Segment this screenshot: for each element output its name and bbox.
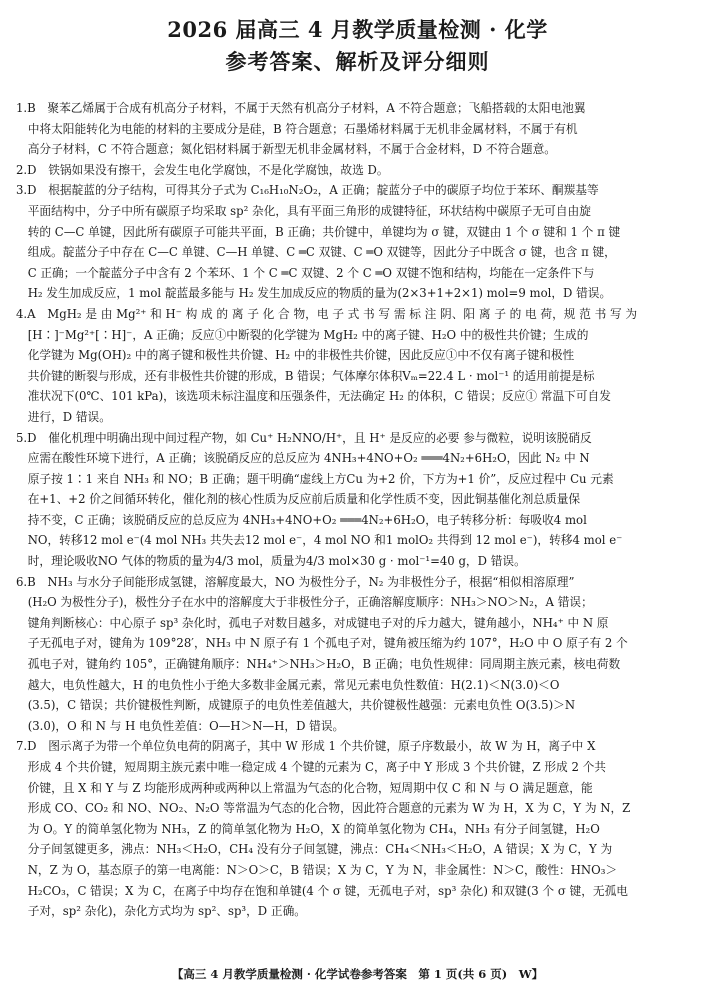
text-line: 5.D 催化机理中明确出现中间过程产物，如 Cu⁺ H₂NNO/H⁺，且 H⁺ 是反应的必要 参与微粒，说明该脱硝反 bbox=[16, 430, 592, 445]
text-line: 越大，电负性越大，H 的电负性小于绝大多数非金属元素，常见元素电负性数值：H(2.1)＜N(3.0)＜O bbox=[16, 677, 560, 692]
text-line: H₂CO₃，C 错误；X 为 C，在离子中均存在饱和单键(4 个 σ 键，无孤电子对，sp³ 杂化) 和双键(3 个 σ 键，无孤电 bbox=[16, 883, 628, 898]
page-footer: 【高三 4 月教学质量检测 · 化学试卷参考答案 第 1 页(共 6 页) W】 bbox=[171, 967, 544, 981]
text-line: 形成 CO、CO₂ 和 NO、NO₂、N₂O 等常温为气态的化合物，因此符合题意的元素为 W 为 H，X 为 C，Y 为 N，Z bbox=[16, 801, 631, 816]
text-line: 转的 C—C 单键，因此所有碳原子可能共平面，B 正确；共价键中，单键均为 σ 键，双键由 1 个 σ 键和 1 个 π 键 bbox=[16, 224, 621, 239]
text-line: 6.B NH₃ 与水分子间能形成氢键，溶解度最大，NO 为极性分子，N₂ 为非极性分子，根据“相似相溶原理” bbox=[16, 574, 575, 589]
text-line: (H₂O 为极性分子)，极性分子在水中的溶解度大于非极性分子，正确溶解度顺序：NH₃＞NO＞N₂，A 错误； bbox=[16, 595, 593, 610]
text-line: 共价键的断裂与形成，还有非极性共价键的形成，B 错误；气体摩尔体积Vₘ=22.4 L · mol⁻¹ 的适用前提是标 bbox=[16, 368, 595, 383]
text-line: 平面结构中，分子中所有碳原子均采取 sp² 杂化，具有平面三角形的成键特征，环状结构中碳原子无可自由旋 bbox=[16, 203, 591, 218]
text-line: 高分子材料，C 不符合题意；氮化铝材料属于新型无机非金属材料，不属于合金材料，D 不符合题意。 bbox=[16, 142, 556, 157]
exam-title: 2026 届高三 4 月教学质量检测 · 化学 bbox=[167, 17, 548, 42]
text-line: (3.5)，C 错误；共价键极性判断，成键原子的电负性差值越大，共价键极性越强：元素电负性 O(3.5)＞N bbox=[16, 698, 576, 713]
text-line: 在+1、+2 价之间循环转化，催化剂的核心性质为反应前后质量和化学性质不变，因此铜基催化剂总质量保 bbox=[16, 492, 581, 507]
text-line: 准状况下(0℃、101 kPa)，该选项未标注温度和压强条件，无法确定 H₂ 的体积，C 错误；反应① 常温下可自发 bbox=[16, 389, 611, 404]
text-line: H₂ 发生加成反应，1 mol 靛蓝最多能与 H₂ 发生加成反应的物质的量为(2×3+1+2×1) mol=9 mol，D 错误。 bbox=[16, 286, 612, 301]
text-line: N，Z 为 O，基态原子的第一电离能：N＞O＞C，B 错误；X 为 C，Y 为 N，非金属性：N＞C，酸性：HNO₃＞ bbox=[16, 862, 618, 877]
text-line: 4.A MgH₂ 是 由 Mg²⁺ 和 H⁻ 构 成 的 离 子 化 合 物，电 子 式 书 写 需 标 注 阴、阳 离 子 的 电 荷，规 范 书 写 为 bbox=[16, 306, 638, 321]
text-line: 子无孤电子对，键角为 109°28′，NH₃ 中 N 原子有 1 个孤电子对，键角被压缩为约 107°，H₂O 中 O 原子有 2 个 bbox=[16, 636, 628, 651]
answer-body bbox=[16, 98, 698, 922]
text-line: 2.D 铁锅如果没有擦干，会发生电化学腐蚀，不是化学腐蚀，故选 D。 bbox=[16, 162, 389, 177]
text-line: 分子间氢键更多，沸点：NH₃＜H₂O，CH₄ 没有分子间氢键，沸点：CH₄＜NH₃＜H₂O，A 错误；X 为 C，Y 为 bbox=[16, 842, 613, 857]
text-line: 组成。靛蓝分子中存在 C—C 单键、C—H 单键、C ═C 双键、C ═O 双键等，因此分子中既含 σ 键，也含 π 键， bbox=[16, 245, 616, 260]
text-line: (3.0)，O 和 N 与 H 电负性差值：O—H＞N—H，D 错误。 bbox=[16, 718, 345, 733]
text-line: NO，转移12 mol e⁻(4 mol NH₃ 共失去12 mol e⁻，4 mol NO 和1 molO₂ 共得到 12 mol e⁻)，转移4 mol e⁻ bbox=[16, 533, 623, 548]
text-line: 持不变，C 正确；该脱硝反应的总反应为 4NH₃+4NO+O₂ ═══4N₂+6H₂O，电子转移分析：每吸收4 mol bbox=[16, 512, 587, 527]
text-line: [H∶]⁻Mg²⁺[∶H]⁻，A 正确；反应①中断裂的化学键为 MgH₂ 中的离子键、H₂O 中的极性共价键；生成的 bbox=[16, 327, 589, 342]
text-line: 为 O。Y 的简单氢化物为 NH₃，Z 的简单氢化物为 H₂O，X 的简单氢化物为 CH₄，NH₃ 有分子间氢键，H₂O bbox=[16, 821, 600, 836]
text-line: 子对，sp² 杂化)，杂化方式均为 sp²、sp³，D 正确。 bbox=[16, 904, 306, 919]
text-line: 应需在酸性环境下进行，A 正确；该脱硝反应的总反应为 4NH₃+4NO+O₂ ═══4N₂+6H₂O，因此 N₂ 中 N bbox=[16, 451, 590, 466]
text-line: C 正确；一个靛蓝分子中含有 2 个苯环、1 个 C ═C 双键、2 个 C ═O 双键不饱和结构，均能在一定条件下与 bbox=[16, 265, 595, 280]
text-line: 3.D 根据靛蓝的分子结构，可得其分子式为 C₁₆H₁₀N₂O₂，A 正确；靛蓝分子中的碳原子均位于苯环、酮羰基等 bbox=[16, 183, 599, 198]
text-line: 7.D 图示离子为带一个单位负电荷的阴离子，其中 W 形成 1 个共价键，原子序数最小，故 W 为 H，离子中 X bbox=[16, 739, 596, 754]
text-line: 形成 4 个共价键，短周期主族元素中唯一稳定成 4 个键的元素为 C，离子中 Y 形成 3 个共价键，Z 形成 2 个共 bbox=[16, 760, 606, 774]
text-line: 进行，D 错误。 bbox=[16, 409, 111, 424]
exam-subtitle: 参考答案、解析及评分细则 bbox=[225, 49, 490, 74]
text-line: 中将太阳能转化为电能的材料的主要成分是硅，B 符合题意；石墨烯材料属于无机非金属材料，不属于有机 bbox=[16, 121, 578, 136]
text-line: 价键，且 X 和 Y 与 Z 均能形成两种或两种以上常温为气态的化合物，短周期中仅 C 和 N 与 O 满足题意，能 bbox=[16, 780, 593, 795]
text-line: 原子按 1∶1 来自 NH₃ 和 NO；B 正确；题干明确“虚线上方Cu 为+2 价，下方为+1 价”，反应过程中 Cu 元素 bbox=[16, 471, 614, 486]
text-line: 化学键为 Mg(OH)₂ 中的离子键和极性共价键、H₂ 中的非极性共价键，因此反应①中不仅有离子键和极性 bbox=[16, 348, 575, 363]
text-line: 孤电子对，键角约 105°，正确键角顺序：NH₄⁺＞NH₃＞H₂O，B 正确；电负性规律：同周期主族元素，核电荷数 bbox=[16, 657, 621, 672]
text-line: 键角判断核心：中心原子 sp³ 杂化时，孤电子对数目越多，对成键电子对的斥力越大，键角越小，NH₄⁺ 中 N 原 bbox=[16, 615, 609, 630]
text-line: 1.B 聚苯乙烯属于合成有机高分子材料，不属于天然有机高分子材料，A 不符合题意；飞船搭载的太阳电池翼 bbox=[16, 101, 586, 115]
text-line: 时，理论吸收NO 气体的物质的量为4/3 mol，质量为4/3 mol×30 g · mol⁻¹=40 g，D 错误。 bbox=[16, 554, 526, 569]
